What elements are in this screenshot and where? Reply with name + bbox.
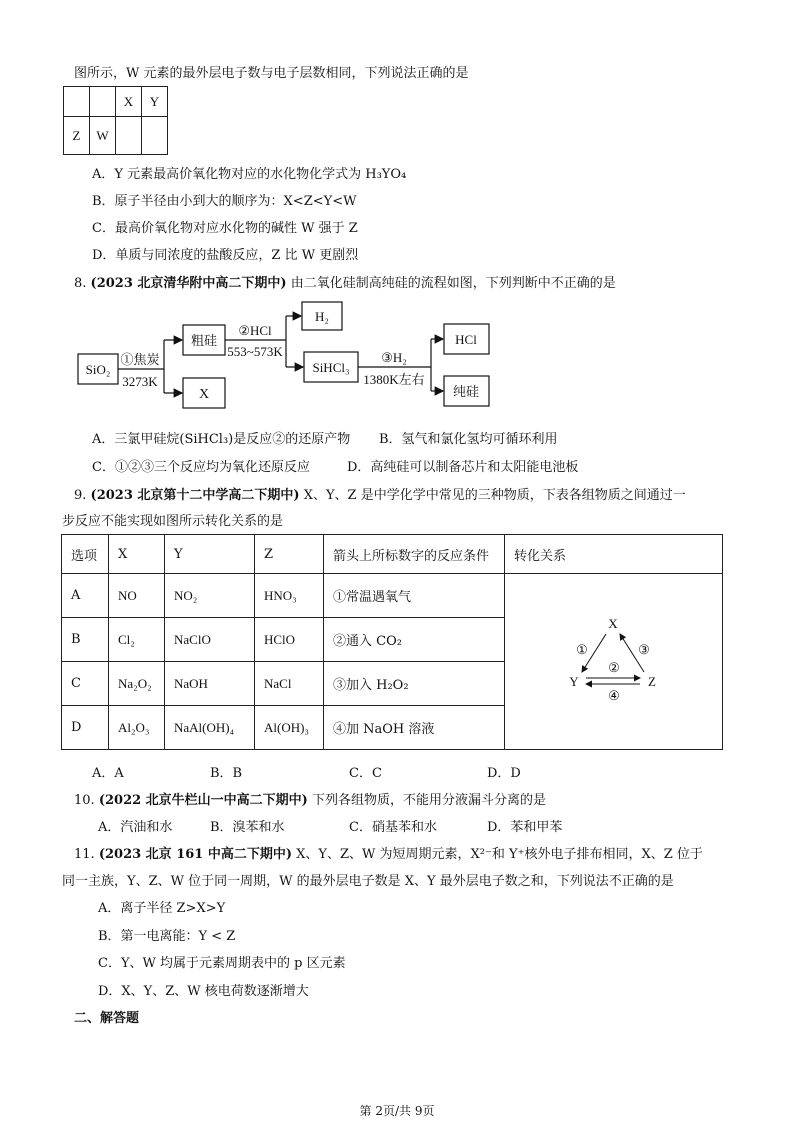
- table-cell: HNO₃: [255, 574, 324, 618]
- section-heading: 二、解答题: [74, 1011, 140, 1026]
- grid-cell: [64, 87, 90, 117]
- table-cell: D: [62, 706, 109, 750]
- grid-cell: [142, 117, 168, 155]
- q9-answer-d: D．D: [487, 766, 521, 781]
- q11-question-line1: [74, 843, 703, 862]
- crude-si-label: 粗硅: [190, 333, 218, 348]
- table-cell: Na₂O₂: [109, 662, 165, 706]
- q9-answer-b: B．B: [210, 766, 243, 781]
- table-cell: NaCl: [255, 662, 324, 706]
- q11-option-b: B．第一电离能：Y < Z: [98, 929, 236, 944]
- q8-option-a: A．三氯甲硅烷(SiHCl₃)是反应②的还原产物: [92, 432, 351, 447]
- q9-answer-a: A．A: [92, 766, 124, 781]
- q7-stem: 图所示，W 元素的最外层电子数与电子层数相同，下列说法正确的是: [74, 66, 469, 81]
- table-cell: B: [62, 618, 109, 662]
- question-source: (2023 北京第十二中学高二下期中): [90, 488, 300, 503]
- table-header: 选项: [62, 535, 109, 574]
- question-number: 8.: [74, 276, 87, 291]
- q7-option-c: C．最高价氧化物对应水化物的碱性 W 强于 Z: [92, 221, 358, 236]
- table-row: [62, 574, 723, 618]
- question-stem: X、Y、Z、W 为短周期元素，X²⁻和 Y⁺核外电子排布相同，X、Z 位于: [296, 847, 703, 862]
- step3-label: ③H₂: [381, 350, 407, 365]
- question-source: (2022 北京牛栏山一中高二下期中): [98, 793, 308, 808]
- cycle-y: Y: [568, 673, 579, 689]
- temp2-label: 553~573K: [227, 344, 283, 359]
- temp3-label: 1380K左右: [363, 372, 425, 387]
- cycle-step-1: ①: [575, 641, 588, 657]
- cycle-z: Z: [647, 673, 656, 689]
- cycle-step-2: ②: [607, 659, 620, 675]
- table-cell: ①常温遇氧气: [324, 574, 505, 618]
- grid-cell: W: [90, 117, 116, 155]
- table-header: X: [109, 535, 165, 574]
- question-number: 11.: [74, 847, 95, 862]
- table-cell: HClO: [255, 618, 324, 662]
- table-header: Y: [165, 535, 255, 574]
- q7-option-a: A．Y 元素最高价氧化物对应的水化物化学式为 H₃YO₄: [92, 167, 407, 182]
- q9-question-line2: 步反应不能实现如图所示转化关系的是: [62, 514, 284, 529]
- question-number: 9.: [74, 488, 87, 503]
- table-header: 转化关系: [505, 535, 723, 574]
- xyz-cycle-diagram: [564, 612, 664, 712]
- table-cell: NaClO: [165, 618, 255, 662]
- table-cell: Al₂O₃: [109, 706, 165, 750]
- question-source: (2023 北京 161 中高二下期中): [98, 847, 293, 862]
- question-source: (2023 北京清华附中高二下期中): [90, 276, 287, 291]
- table-header: Z: [255, 535, 324, 574]
- q8-option-b: B．氢气和氯化氢均可循环利用: [379, 432, 558, 447]
- question-number: 10.: [74, 793, 95, 808]
- q8-option-d: D．高纯硅可以制备芯片和太阳能电池板: [347, 460, 579, 475]
- table-cell: NO: [109, 574, 165, 618]
- grid-cell: [116, 117, 142, 155]
- q8-option-c: C．①②③三个反应均为氧化还原反应: [92, 460, 310, 475]
- q9-question-line1: [74, 484, 686, 503]
- q9-answer-c: C．C: [349, 766, 382, 781]
- sio2-label: SiO₂: [85, 362, 111, 377]
- q11-option-c: C．Y、W 均属于元素周期表中的 p 区元素: [98, 956, 346, 971]
- q9-options-table: [61, 534, 723, 750]
- x-label: X: [198, 387, 210, 402]
- hcl-label: HCl: [455, 332, 477, 347]
- q11-option-a: A．离子半径 Z>X>Y: [98, 901, 226, 916]
- step1-label: ①焦炭: [120, 352, 160, 367]
- q10-option-b: B．溴苯和水: [210, 820, 285, 835]
- cycle-step-3: ③: [637, 641, 650, 657]
- cycle-step-4: ④: [607, 687, 620, 703]
- q11-option-d: D．X、Y、Z、W 核电荷数逐渐增大: [98, 984, 309, 999]
- grid-cell: Y: [142, 87, 168, 117]
- pure-si-label: 纯硅: [452, 384, 480, 399]
- q11-question-line2: 同一主族，Y、Z、W 位于同一周期，W 的最外层电子数是 X、Y 最外层电子数之和，下列说法不正确的是: [62, 874, 674, 889]
- element-position-grid: [63, 86, 168, 155]
- q10-option-d: D．苯和甲苯: [487, 820, 563, 835]
- q7-option-b: B．原子半径由小到大的顺序为：X<Z<Y<W: [92, 194, 357, 209]
- q7-option-d: D．单质与同浓度的盐酸反应，Z 比 W 更剧烈: [92, 248, 359, 263]
- table-cell: ③加入 H₂O₂: [324, 662, 505, 706]
- sihcl3-label: SiHCl₃: [312, 360, 350, 375]
- h2-label: H₂: [315, 309, 329, 324]
- question-stem: X、Y、Z 是中学化学中常见的三种物质，下表各组物质之间通过一: [303, 488, 686, 503]
- q10-option-a: A．汽油和水: [98, 820, 173, 835]
- table-header: 箭头上所标数字的反应条件: [324, 535, 505, 574]
- table-cell: NO₂: [165, 574, 255, 618]
- table-cell: A: [62, 574, 109, 618]
- question-stem: 下列各组物质，不能用分液漏斗分离的是: [311, 793, 546, 808]
- table-cell: Cl₂: [109, 618, 165, 662]
- grid-cell: X: [116, 87, 142, 117]
- grid-cell: Z: [64, 117, 90, 155]
- table-cell: Al(OH)₃: [255, 706, 324, 750]
- step2-label: ②HCl: [238, 323, 272, 338]
- table-cell: NaAl(OH)₄: [165, 706, 255, 750]
- table-cell: ②通入 CO₂: [324, 618, 505, 662]
- temp1-label: 3273K: [122, 374, 158, 389]
- table-cell: NaOH: [165, 662, 255, 706]
- grid-cell: [90, 87, 116, 117]
- q10-question: [74, 789, 546, 808]
- page-footer: 第 2页/共 9页: [359, 1104, 435, 1118]
- table-cell: ④加 NaOH 溶液: [324, 706, 505, 750]
- cycle-x: X: [607, 615, 618, 631]
- table-cell: C: [62, 662, 109, 706]
- silicon-process-flow: [76, 298, 496, 410]
- q8-question: [74, 272, 616, 291]
- question-stem: 由二氧化硅制高纯硅的流程如图，下列判断中不正确的是: [290, 276, 616, 291]
- conversion-diagram-cell: [505, 574, 723, 750]
- q10-option-c: C．硝基苯和水: [349, 820, 437, 835]
